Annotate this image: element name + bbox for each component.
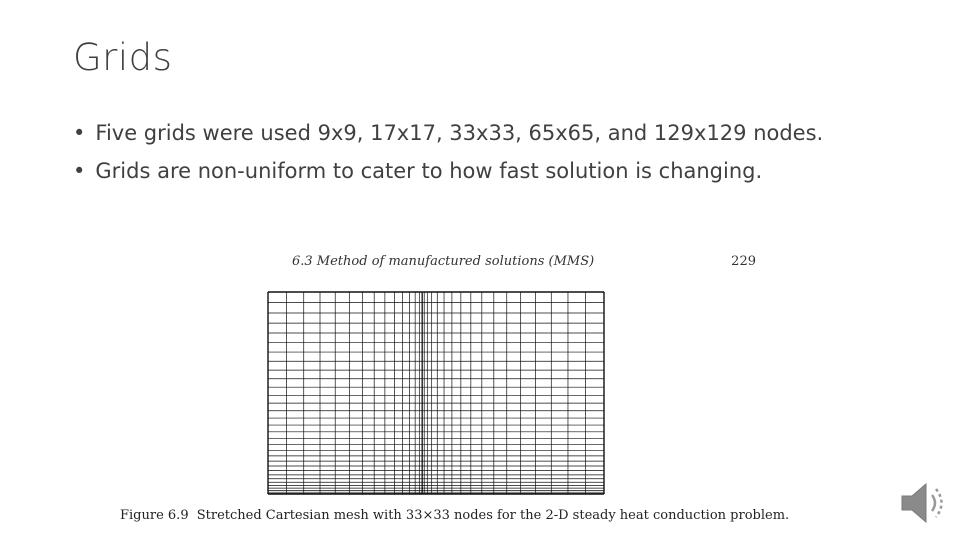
speaker-body — [902, 484, 926, 522]
figure-caption — [120, 508, 789, 523]
sound-wave-1 — [932, 495, 935, 511]
figure-caption-text: Stretched Cartesian mesh with 33×33 nodes for the 2-D steady heat conduction problem. — [196, 508, 790, 523]
slide-title: Grids — [73, 36, 173, 79]
bullet-item: • Five grids were used 9x9, 17x17, 33x33, 65x65, and 129x129 nodes. — [73, 114, 823, 152]
page-number: 229 — [731, 254, 756, 269]
stretched-mesh-image — [266, 290, 606, 496]
figure-header-text: 6.3 Method of manufactured solutions (MMS) — [292, 254, 595, 269]
figure-header — [292, 254, 758, 272]
speaker-icon[interactable] — [898, 480, 950, 526]
sound-wave-2 — [936, 489, 942, 517]
bullet-list — [73, 114, 823, 190]
figure-caption-label: Figure 6.9 — [120, 508, 189, 523]
bullet-item: • Grids are non-uniform to cater to how fast solution is changing. — [73, 152, 823, 190]
